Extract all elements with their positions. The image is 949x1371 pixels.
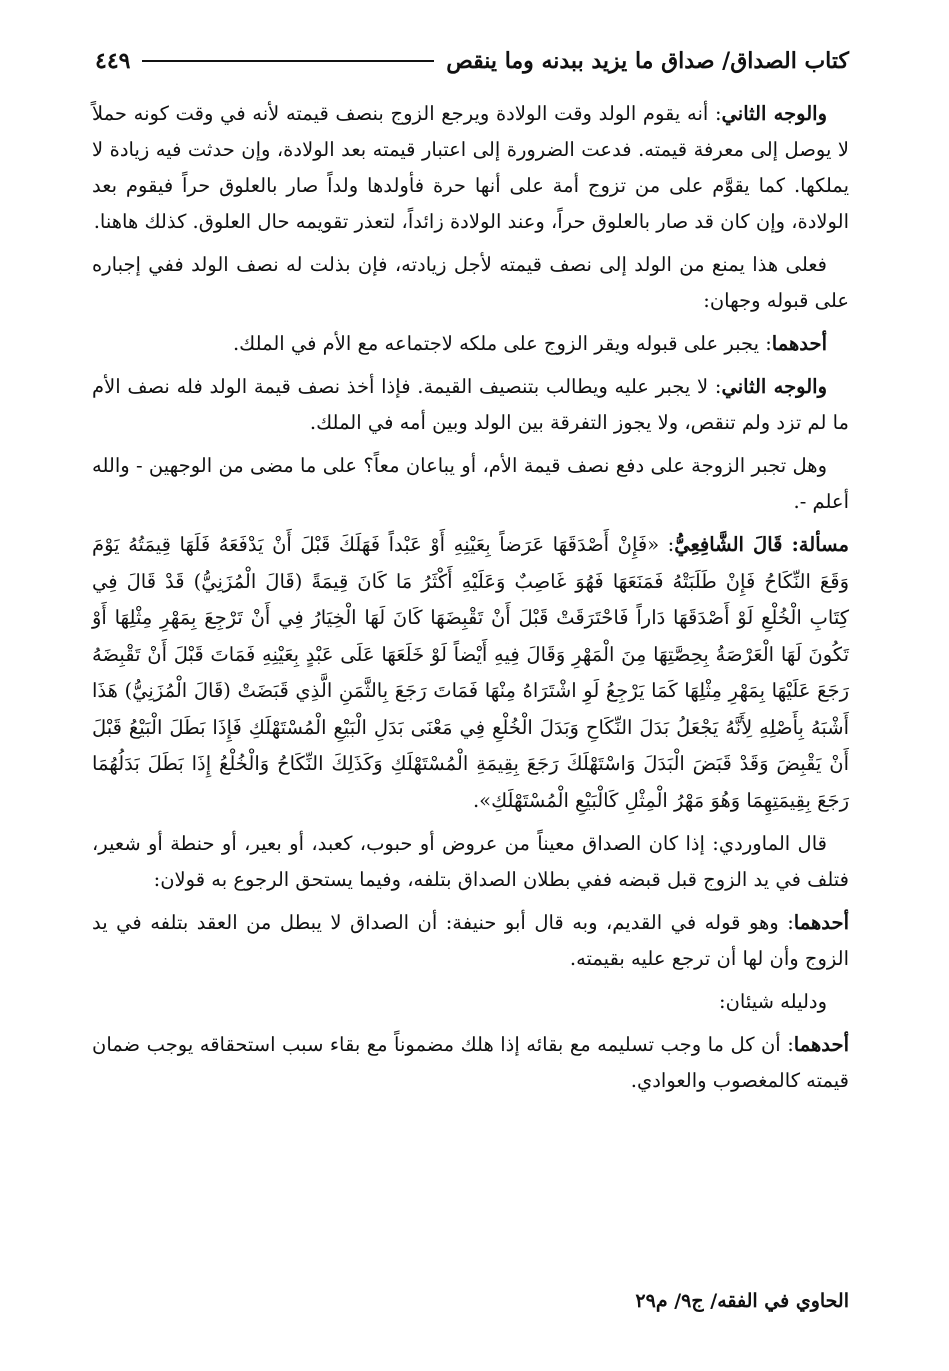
paragraph-text: : «فَإِنْ أَصْدَقَهَا عَرَضاً بِعَيْنِهِ أَوْ عَبْداً فَهَلَكَ قَبْلَ أَنْ يَدْفَعَهُ فَلَهَا قِيمَتُهُ يَوْمَ وَقَعَ النِّكَاحُ فَإِنْ طَلَبَتْهُ فَمَنَعَهَا فَهُوَ غَاصِبٌ وَعَلَيْهِ أَكْثَرُ مَا كَانَ قِيمَةً (قَالَ الْمُزَنِيُّ) قَدْ قَالَ فِي كِتَابِ الْخُلْعِ لَوْ أَصْدَقَهَا دَاراً فَاحْتَرَقَتْ قَبْلَ أَنْ تَقْبِضَهَا كَانَ لَهَا الْخِيَارُ فِي أَنْ تَرْجِعَ بِمَهْرِ مِثْلِهَا أَوْ تَكُونَ لَهَا الْعَرْصَةُ بِحِصَّتِهَا مِنَ الْمَهْرِ وَقَالَ فِيهِ أَيْضاً لَوْ خَلَعَهَا عَلَى عَبْدٍ بِعَيْنِهِ فَمَاتَ قَبْلَ أَنْ تَقْبِضَهُ رَجَعَ عَلَيْهَا بِمَهْرِ مِثْلِهَا كَمَا يَرْجِعُ لَوِ اشْتَرَاهُ مِنْهَا فَمَاتَ رَجَعَ بِالثَّمَنِ الَّذِي قَبَضَتْ (قَالَ الْمُزَنِيُّ) هَذَا أَشْبَهُ بِأَصْلِهِ لِأَنَّهُ يَجْعَلُ بَدَلَ النِّكَاحِ وَبَدَلَ الْخُلْعِ فِي مَعْنَى بَدَلِ الْبَيْعِ الْمُسْتَهْلَكِ فَإِذَا بَطَلَ الْبَيْعُ قَبْلَ أَنْ يَقْبِضَ وَقَدْ قَبَضَ الْبَدَلَ وَاسْتَهْلَكَ رَجَعَ بِقِيمَةِ الْمُسْتَهْلَكِ وَكَذَلِكَ النِّكَاحُ وَالْخُلْعُ إِذَا بَطَلَ بَدَلُهُمَا رَجَعَ بِقِيمَتِهِمَا وَهُوَ مَهْرُ الْمِثْلِ كَالْبَيْعِ الْمُسْتَهْلَكِ». (92, 533, 849, 812)
paragraph-text: قال الماوردي: إذا كان الصداق معيناً من عروض أو حبوب، كعبد، أو بعير، أو حنطة أو شعير، فتلف في يد الزوج قبل قبضه ففي بطلان الصداق بتلفه، وفيما يستحق الرجوع به قولان: (92, 832, 849, 891)
paragraph (92, 96, 849, 240)
paragraph-text: : وهو قوله في القديم، وبه قال أبو حنيفة: أن الصداق لا يبطل من العقد بتلفه في يد الزوج وأن لها أن ترجع عليه بقيمته. (92, 911, 849, 970)
paragraph-label: أحدهما (793, 911, 849, 934)
paragraph (92, 326, 849, 362)
paragraph-label: أحدهما (793, 1033, 849, 1056)
page-footer: الحاوي في الفقه/ ج٩/ م٢٩ (635, 1290, 849, 1312)
paragraph-text: ودليله شيئان: (719, 990, 827, 1013)
paragraph-label: مسألة: قَالَ الشَّافِعِيُّ (674, 533, 849, 556)
header-rule (142, 60, 434, 62)
paragraph-text: : يجبر على قبوله ويقر الزوج على ملكه لاجتماعه مع الأم في الملك. (232, 332, 772, 355)
paragraph-text: : لا يجبر عليه ويطالب بتنصيف القيمة. فإذا أخذ نصف قيمة الولد فله نصف الأم ما لم تزد ولم تنقص، ولا يجوز التفرقة بين الولد وبين أمه في الملك. (92, 375, 849, 434)
paragraph-label: والوجه الثاني (721, 375, 827, 398)
page-number: ٤٤٩ (95, 48, 131, 74)
paragraph-text: : أنه يقوم الولد وقت الولادة ويرجع الزوج بنصف قيمته لأنه في وقت كونه حملاً لا يوصل إلى معرفة قيمته. فدعت الضرورة إلى اعتبار قيمته بعد الولادة، وإن حدثت فيه زيادة لا يملكها. كما يقوَّم على من تزوج أمة على أنها حرة فأولدها ولداً صار بالعلوق حراً فيقوم بعد الولادة، وإن كان قد صار بالعلوق حراً، وعند الولادة زائداً، لتعذر تقويمه حال العلوق. كذلك هاهنا. (92, 102, 849, 233)
paragraph (92, 1027, 849, 1099)
running-header (95, 48, 849, 74)
paragraph (92, 826, 849, 898)
paragraph (92, 369, 849, 441)
paragraph (92, 448, 849, 520)
paragraph-text: : أن كل ما وجب تسليمه مع بقائه إذا هلك مضموناً مع بقاء سبب استحقاقه يوجب ضمان قيمته كالمغصوب والعوادي. (92, 1033, 849, 1092)
paragraph-label: أحدهما (771, 332, 827, 355)
paragraph (92, 984, 849, 1020)
body-text (92, 96, 849, 1106)
header-title: كتاب الصداق/ صداق ما يزيد ببدنه وما ينقص (446, 48, 849, 74)
paragraph (92, 247, 849, 319)
paragraph-text: فعلى هذا يمنع من الولد إلى نصف قيمته لأجل زيادته، فإن بذلت له نصف الولد ففي إجباره على قبوله وجهان: (92, 253, 849, 312)
paragraph-quote (92, 527, 849, 819)
paragraph (92, 905, 849, 977)
paragraph-label: والوجه الثاني (721, 102, 828, 125)
paragraph-text: وهل تجبر الزوجة على دفع نصف قيمة الأم، أو يباعان معاً؟ على ما مضى من الوجهين - والله أعلم -. (92, 454, 849, 513)
